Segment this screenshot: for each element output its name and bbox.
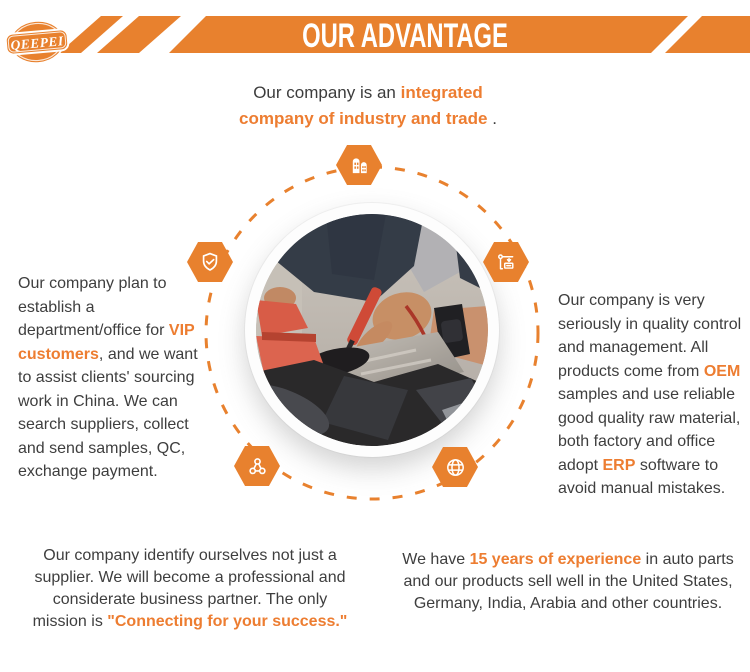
paragraph-text: samples and use reliable good quality raw material, both factory and office adopt — [558, 386, 741, 474]
brand-logo-text: QEEPEI — [9, 33, 65, 53]
globe-icon — [444, 456, 467, 479]
banner-title: OUR ADVANTAGE — [302, 17, 508, 55]
brand-logo — [2, 16, 72, 68]
paragraph-text: software to avoid manual mistakes. — [558, 456, 726, 497]
buildings-icon — [348, 154, 371, 177]
paragraph-text: Our company identify ourselves not just a supplier. We will become a professional and considerate business partner. The only mission is — [32, 547, 346, 630]
paragraph-text: Our company is very seriously in quality control and management. All products come from — [558, 292, 742, 380]
molecule-icon — [246, 455, 269, 478]
intro-line-2 — [208, 106, 528, 132]
paragraph-text: in auto parts and our products sell well in the United States, Germany, India, Arabia and other countries. — [403, 551, 734, 612]
intro-highlight: company of industry and trade — [239, 109, 488, 128]
intro-plain: Our company is an — [253, 83, 401, 102]
paragraph-text: We have — [402, 551, 470, 568]
paragraph-highlight: ERP — [602, 456, 636, 474]
paragraph-mission — [24, 545, 356, 633]
paragraph-highlight: "Connecting for your success." — [107, 613, 348, 630]
intro-text — [208, 80, 528, 132]
intro-highlight: integrated — [400, 83, 483, 102]
crane-icon — [495, 251, 517, 273]
paragraph-text: Our company plan to establish a department/office for — [18, 275, 169, 339]
paragraph-highlight: OEM — [703, 362, 741, 380]
paragraph-experience — [390, 549, 746, 615]
intro-line-1 — [208, 80, 528, 106]
paragraph-text: , and we want to assist clients' sourcing work in China. We can search suppliers, collect and send samples, QC, exchange payment. — [18, 345, 198, 480]
paragraph-quality-control — [558, 289, 750, 501]
mechanic-engine-photo — [256, 214, 488, 446]
intro-plain: . — [487, 109, 497, 128]
shield-check-icon — [199, 251, 221, 273]
paragraph-highlight: 15 years of experience — [469, 551, 642, 568]
paragraph-highlight: VIP customers — [18, 322, 195, 363]
paragraph-sourcing-office — [18, 272, 212, 484]
center-photo — [245, 203, 499, 457]
